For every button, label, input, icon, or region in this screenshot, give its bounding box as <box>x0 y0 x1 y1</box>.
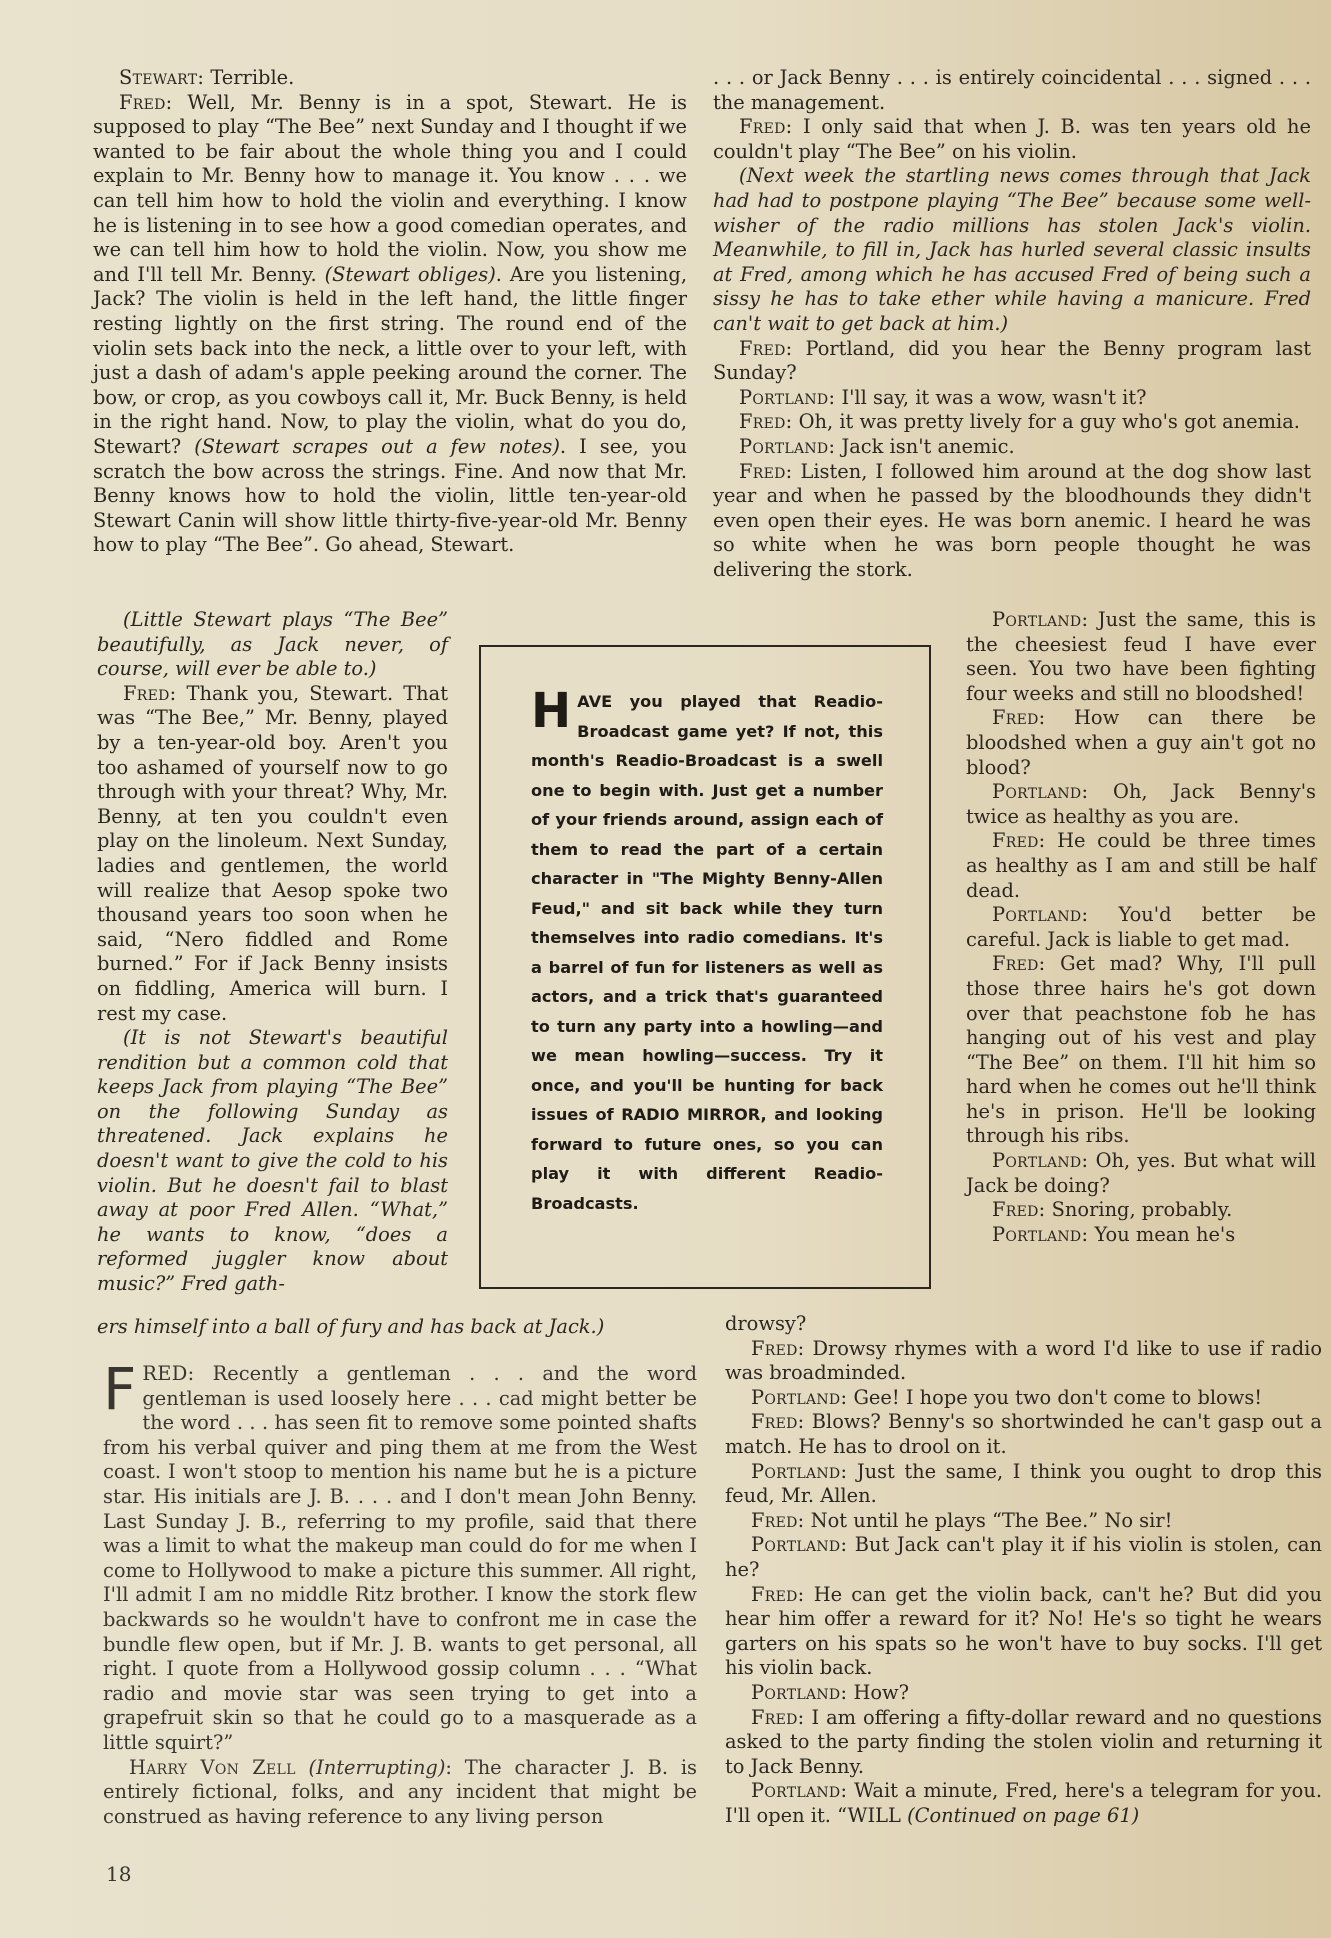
right-column-middle <box>966 608 1316 1247</box>
speaker-name: Portland: <box>992 1149 1089 1173</box>
dialogue-paragraph: Fred: I only said that when J. B. was ten years old he couldn't play “The Bee” on his violin. <box>713 115 1311 163</box>
dialogue-paragraph: Fred: Well, Mr. Benny is in a spot, Stewart. He is supposed to play “The Bee” next Sunday and I thought if we wanted to be fair about the whole thing you and I could explain to Mr. Benny how to manage it. You know . . . we can tell him how to hold the violin and everything. I know he is listening in to see how a good comedian operates, and we can tell him how to hold the violin. Now, you show me and I'll tell Mr. Benny. (Stewart obliges). Are you listening, Jack? The violin is held in the left hand, the little finger resting lightly on the first string. The round end of the violin sets back into the neck, a little over to your left, with just a dash of adam's apple peeking around the corner. The bow, or crop, as you cowboys call it, Mr. Buck Benny, is held in the right hand. Now, to play the violin, what do you do, Stewart? (Stewart scrapes out a few notes). I see, you scratch the bow across the strings. Fine. And now that Mr. Benny knows how to hold the violin, little ten-year-old Stewart Canin will show little thirty-five-year-old Mr. Benny how to play “The Bee”. Go ahead, Stewart. <box>93 90 687 557</box>
left-column-middle <box>97 608 448 1297</box>
dialogue-paragraph: Fred: Not until he plays “The Bee.” No sir! <box>751 1508 1173 1532</box>
speaker-name: Fred: <box>751 1336 805 1360</box>
dialogue-paragraph: Fred: He could be three times as healthy as I am and still be half dead. <box>966 829 1316 902</box>
speaker-name: Fred: <box>751 1508 805 1532</box>
speaker-name: Fred: <box>992 706 1046 730</box>
dialogue-paragraph: Portland: Oh, Jack Benny's twice as healthy as you are. <box>966 780 1316 828</box>
speaker-name: Portland: <box>992 903 1089 927</box>
speaker-name: Fred: <box>739 459 793 483</box>
left-column-top <box>93 66 687 558</box>
drop-cap: H <box>531 683 572 739</box>
speaker-name: Fred: <box>739 410 793 434</box>
dialogue-paragraph: Portland: You mean he's <box>992 1222 1236 1246</box>
speaker-name: Fred: <box>992 1198 1046 1222</box>
dialogue-paragraph: Fred: Get mad? Why, I'll pull those three hairs he's got down over that peachstone fob he has hanging out of his vest and play “The Bee” on them. I'll hit him so hard when he comes out he'll think he's in prison. He'll be looking through his ribs. <box>966 952 1316 1148</box>
dialogue-paragraph: Fred: Portland, did you hear the Benny program last Sunday? <box>713 336 1311 385</box>
stage-direction-continuation: ers himself into a ball of fury and has back at Jack.) <box>97 1315 605 1338</box>
dialogue-paragraph: Portland: You'd better be careful. Jack is liable to get mad. <box>966 903 1316 951</box>
dialogue-paragraph: Portland: Just the same, I think you ought to drop this feud, Mr. Allen. <box>725 1459 1322 1508</box>
speaker-name: Portland: <box>751 1779 848 1803</box>
dialogue-paragraph: FRED: Recently a gentleman . . . and the word gentleman is used loosely here . . . cad might better be the word . . . has seen fit to remove some pointed shafts from his verbal quiver and ping them at me from the West coast. I won't stoop to mention his name but he is a picture star. His initials are J. B. . . . and I don't mean John Benny. Last Sunday J. B., referring to my profile, said that there was a limit to what the makeup man could do for me when I come to Hollywood to make a picture this summer. All right, I'll admit I am no middle Ritz brother. I know the stork flew backwards so he wouldn't have to confront me in case the bundle flew open, but if Mr. J. B. wants to get personal, all right. I quote from a Hollywood gossip column . . . “What radio and movie star was seen trying to get into a grapefruit skin so that he could go to a masquerade as a little squirt?” <box>103 1355 697 1754</box>
right-column-top <box>713 66 1311 582</box>
dialogue-paragraph: Portland: I'll say, it was a wow, wasn't it? <box>739 385 1147 409</box>
dialogue-paragraph: Stewart: Terrible. <box>119 66 295 89</box>
left-column-bottom <box>103 1355 697 1829</box>
dialogue-paragraph: Portland: Gee! I hope you two don't come to blows! <box>751 1385 1263 1409</box>
speaker-name: Portland: <box>751 1680 848 1704</box>
speaker-name: Fred: <box>992 829 1046 853</box>
stage-direction: (It is not Stewart's beautiful rendition but a common cold that keeps Jack from playing “The Bee” on the following Sunday as threatened. Jack explains he doesn't want to give the cold to his violin. But he doesn't fail to blast away at poor Fred Allen. “What,” he wants to know, “does a reformed juggler know about music?” Fred gath- <box>97 1026 448 1296</box>
dialogue-paragraph: Fred: Oh, it was pretty lively for a guy who's got anemia. <box>739 410 1300 434</box>
speaker-name: Fred: <box>119 90 173 114</box>
continued-note: (Continued on page 61) <box>907 1803 1140 1827</box>
speaker-name: Portland: <box>751 1459 848 1483</box>
stage-direction: (Little Stewart plays “The Bee” beautifully, as Jack never, of course, will ever be able to.) <box>97 608 448 681</box>
dialogue-paragraph: . . . or Jack Benny . . . is entirely coincidental . . . signed . . . the management. <box>713 66 1311 114</box>
dialogue-paragraph: drowsy? <box>725 1312 807 1335</box>
speaker-name: Fred: <box>751 1410 805 1434</box>
sidebar-text: HAVE you played that Readio-Broadcast game yet? If not, this month's Readio-Broadcast is a swell one to begin with. Just get a number of your friends around, assign each of them to read the part of a certain character in "The Mighty Benny-Allen Feud," and sit back while they turn themselves into radio comedians. It's a barrel of fun for listeners as well as actors, and a trick that's guaranteed to turn any party into a howling—and we mean howling—success. Try it once, and you'll be hunting for back issues of RADIO MIRROR, and looking forward to future ones, so you can play it with different Readio-Broadcasts. <box>531 683 883 1213</box>
speaker-name: Fred: <box>739 115 793 139</box>
dialogue-paragraph: Fred: Snoring, probably. <box>992 1198 1233 1222</box>
stage-direction: (Next week the startling news comes through that Jack had had to postpone playing “The Bee” because some well-wisher of the radio millions has stolen Jack's violin. Meanwhile, to fill in, Jack has hurled several classic insults at Fred, among which he has accused Fred of being such a sissy he has to take ether while having a manicure. Fred can't wait to get back at him.) <box>713 164 1311 335</box>
speaker-name: Portland: <box>992 780 1089 804</box>
speaker-name: Portland: <box>739 434 836 458</box>
dialogue-paragraph: Fred: How can there be bloodshed when a guy ain't got no blood? <box>966 706 1316 779</box>
dialogue-paragraph: Fred: Blows? Benny's so shortwinded he can't gasp out a match. He has to drool on it. <box>725 1410 1322 1458</box>
dialogue-paragraph: Fred: Drowsy rhymes with a word I'd like to use if radio was broadminded. <box>725 1336 1322 1385</box>
speaker-name: Fred: <box>751 1582 805 1606</box>
dialogue-paragraph: Portland: Just the same, this is the cheesiest feud I have ever seen. You two have been fighting four weeks and still no bloodshed! <box>966 608 1316 705</box>
speaker-name: Fred: <box>739 336 793 360</box>
dialogue-paragraph: Fred: Listen, I followed him around at the dog show last year and when he passed by the bloodhounds they didn't even open their eyes. He was born anemic. I heard he was so white when he was born people thought he was delivering the stork. <box>713 459 1311 581</box>
speaker-name: Fred: <box>123 681 177 705</box>
dialogue-paragraph: Harry Von Zell (Interrupting): The character J. B. is entirely fictional, folks, and any incident that might be construed as having reference to any living person <box>103 1755 697 1828</box>
dialogue-paragraph: Portland: How? <box>751 1680 910 1704</box>
speaker-name: RED: <box>142 1362 195 1385</box>
speaker-name: Fred: <box>992 952 1046 976</box>
speaker-name: Portland: <box>992 1222 1089 1246</box>
dialogue-paragraph: Portland: But Jack can't play it if his violin is stolen, can he? <box>725 1533 1322 1581</box>
speaker-name: Harry Von Zell <box>129 1755 296 1779</box>
dialogue-paragraph: Portland: Wait a minute, Fred, here's a telegram for you. I'll open it. “WILL (Continued on page 61) <box>725 1779 1322 1827</box>
speaker-name: Portland: <box>751 1385 848 1409</box>
speaker-name: Portland: <box>992 608 1089 631</box>
dialogue-paragraph: Fred: He can get the violin back, can't he? But did you hear him offer a reward for it? No! He's so tight he wears garters on his spats so he won't have to buy socks. I'll get his violin back. <box>725 1582 1322 1680</box>
speaker-name: Portland: <box>751 1533 848 1557</box>
dialogue-paragraph: Portland: Jack isn't anemic. <box>739 434 1015 458</box>
page-number: 18 <box>106 1862 132 1886</box>
drop-cap: F <box>103 1355 137 1423</box>
dialogue-paragraph: Portland: Oh, yes. But what will Jack be doing? <box>966 1149 1316 1197</box>
readio-broadcast-sidebar-box <box>479 645 931 1289</box>
right-column-bottom <box>725 1312 1322 1828</box>
speaker-name: Stewart: <box>119 66 205 89</box>
speaker-name: Portland: <box>739 385 836 409</box>
dialogue-paragraph: Fred: I am offering a fifty-dollar reward and no questions asked to the party finding the stolen violin and returning it to Jack Benny. <box>725 1705 1322 1778</box>
dialogue-paragraph: Fred: Thank you, Stewart. That was “The Bee,” Mr. Benny, played by a ten-year-old boy. Aren't you too ashamed of yourself now to go through with your threat? Why, Mr. Benny, at ten you couldn't even play on the linoleum. Next Sunday, ladies and gentlemen, the world will realize that Aesop spoke two thousand years too soon when he said, “Nero fiddled and Rome burned.” For if Jack Benny insists on fiddling, America will burn. I rest my case. <box>97 681 448 1025</box>
speaker-name: Fred: <box>751 1705 805 1729</box>
